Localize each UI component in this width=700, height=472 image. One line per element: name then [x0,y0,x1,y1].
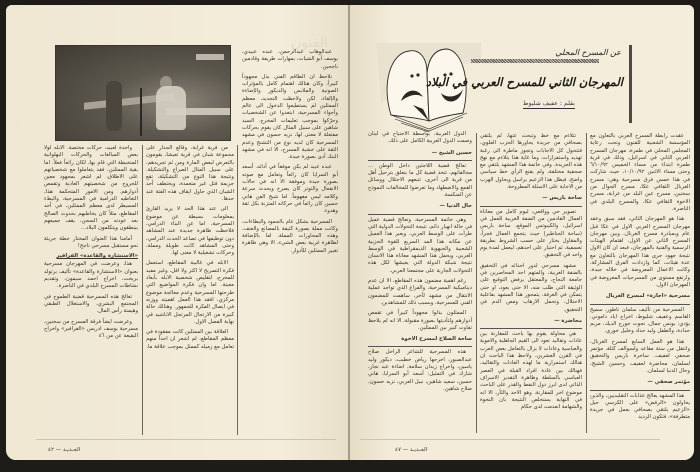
paragraph: الابله في غالبية المقاطع، استعمل فكرة التصريح لا اكثر ولا اقل، وغير مفيد للمخرج، لتقليص شخصية الابله بأبعاد معينة. اما وان فكرة المواضيع التي طرحتها المسرحية وعدم معالجة موضوع مركزي، افقد هذا العمل اهميته ووزنه في ايصال الفكرة للجمهور. وهنالك حالة كبيرة من الارتجال المرتجل الاناشيد في نهاية الفصل الاول. [146,260,234,325]
article-column [242,49,338,427]
paragraph: الدول العربية، بواسطة الاجتياح في لبنان وصمت الدول العربية الكامل على ذلك. [368,131,472,145]
article-column [146,145,234,429]
paragraph: هذا، وعرضت في المهرجان مسرحية بعنوان «الاستشارة والقاعدة» تأليف برتولد بريخت، اخراج احمد سيمون، وتقديم نشاطات المسرح البلدي في الناصرة. [44,261,138,290]
paragraph: هذا المشهد يعالج عذابات التقليديين، والذين يحاولون «الرفض» على الكرسي حيل «الزعيم يلتقي بصحافي يعمل في جريدة متطرفة»، فتكون الرديد [590,392,690,421]
subheading: مسرحية «اجازة» لمسرح الغربال [590,293,690,304]
actor-figure [106,81,122,131]
left-page [6,5,350,460]
paragraph: تعالج قضية اللاجئين داخل الوطن ... مخالفاتهم، تتخذ قضية كل ما يتعلق بترحيل أهل من قرية الى أخرى، تتبعهم الاحتلال ووسائل القمع والاضطهاد وما تعرضوا للمخالفات النموذج عن المنكسة. [368,162,472,199]
paragraph: وهي خاتمة المسرحية، وتعالج قضية عميل في حالة انهيار دائم، نتيجة التحولات الدولية التي طرأت على الوسط العربي، ويعبر هذا العميل عن مكانه هذا المد السريع للقوة الحزبية الشعبية والجبهوية الديمقراطية في الوسط العربي، ويحمل هذا المشهد معاناة هذا الانسان نتيجة شبكة الدولة التي يعيشها لكل هذه التحولات الجارية على مجتمعنا العربي. [368,216,472,274]
article-byline: بقلم : عفيف شليوط [522,100,575,107]
paragraph: المسرحية بشكل عام بالجمود والبطاءات، وكانت مملة بصورة كثيفة بالمصانع والعنف، وهذه المحاورات المملة. اما بالإضافة لظاهرة غريبة بعض الشيء، الا وهي ظاهرة تغيير الممثلين للأدوار. [242,218,338,254]
subheading: «الاستشارة والقاعدة» الفرافير [56,253,138,260]
magazine-spread [6,5,694,460]
column-divider [142,145,143,435]
subheading: حسين الشيخ — [368,150,472,161]
subheading: ساحة الصلاح لمسرح الاخوة [368,336,472,347]
paragraph: هذا هو العمل السابع لمسرح الغربال، وانتقل من ستة مقاعد ولسوالف كثلة، مؤتمر صحفي لعفيف، ساخرة باريس والتحقيق لسلمان، محاضرة لعفيف، وحسين الشيخ، وحال الدنيا لسلمان. [590,338,690,374]
article-header [425,45,631,125]
paragraph: تعالج هذه المسرحية قضية الطموح في المجتمع البشري، والاستغلال الطبقي وهيمنة رأس المال. [44,293,138,315]
paragraph: هذا هو المهرجان الثاني، فقد سبق وعقد مهرجان المسرح العربي الاول في عكا قبل عام وبمبادرة مسرح الغربال، وبين مهرجان المسرح الثاني عن الاول، اهتمام الهيئات الرسمية والفنية بالمهرجان، فبعد ان كان الاول نتيجة جهود جرى هذا المهرجان بالتعاون مع عدة هيئات، كما وازدادت الفرق المشاركة، وكانت الاعمال المعروضة في خلاله جيدة، وارتفع مستوى من المسرحيات المعروضة في المهرجان الاول. [590,216,690,288]
paragraph: وعرضت ايضاً فرقة المسرح من سخنين، مسرحية يوسف ادريس «الفرافير» واخراج البقيعة عن من ٤٦ [44,318,138,340]
subheading: حال الدنيا — [368,203,472,214]
paragraph: عبده عبيد لم يكن موفقاً في أدائه. أسعد أبو السرايا كان رائعاً وتعامل مع صوته بصورة جيدة وموفقة الا انه في حالات الانفعال والتوتر كان يصرخ ويحدث سرعة وكلامه ليس مفهوماً. اما شيخ الفن هاني حسين كان رائعاً في حركاته المتزنة بكل ثقة وهدوء. [242,164,338,215]
footer-rule [36,439,336,440]
column-divider [586,133,587,433]
paragraph: من قرية غرابة، وقالع الجدار على مجموعة شبان في قرية تعيشا، يقومون بالتعرض لبعض المارة ومن ثم تجريدهم، على سبيل المثال الصراع والتشكيلة. ونتيجة هذا النوع من التشكيلة، تقع جريمة قتل غير متعمدة، ويختطف أحد الشبان الذي حاول ايقاف هذه الفتة عند حدها. [146,145,234,203]
ghost-section-title: الفنون [291,35,328,51]
header-vertical-rule [629,45,632,123]
column-divider [237,145,238,435]
kicker-rule [471,59,599,63]
paragraph: واحدة لعبيد، حركات مختصة. الابله لولا بعض المبالغات والحركات البهلوانية المتخبطة التي قام بها، لكان رائعاً فعلاً. اما بقية الممثلين، فقد يتعاملوا مع شخصياتهم على الاطلاق، لم اشعر بمجهود معين للخروج من شخصيتهم العادية وتقمص أدوارهم. ومن الامور المتحكمة هذا، التعاطيه الدرامية في المسرحية، والبطء المسيطر لدى معظم الممثلين، في أحد المقاطع، مثلاً كان يخاطبهم بحدوث الصالح بعد عودته من السجن، يقف جميعهم بينطقون ويتكلمون البلاد... [44,145,138,232]
footer-rule [360,439,660,440]
paragraph: عقدت رابطة المسرح العربي بالتعاون مع المؤسسة الشعبية للفنون وتحت رعاية المجلس المحلي في طمرة، مهرجان المسرح العربي الثاني في اسرائيل، وذلك في قرية طمرة ابتداء من مساء الخميس ٦/١٠/٩٢ وحتى مساء الاثنين ١٠/١٠/٩٢، حيث شاركت في هذا خمس فرق مسرحية وهي: مسرح الغربال الثقافي عكا، مسرح الجوال من سخنين، مسرح عين البلد من عرابة، مسرح الاخوة الثقافي عكا، والمسرح البلدي في الناصرة. [590,133,690,212]
paragraph: الممثلون بذلوا مجهوداً كبيراً في تقمص أدوارهم ولتأديتها بصورة مقبولة، الا انه لم يلاحظ تفاوت كبير بين الممثلين. [368,310,472,331]
paragraph: هي محاولة يقوم بها باحث للمقارنة بين عادات وتقاليد تعود الى القيم الجاهلية والاموية والعباسية وعادات لا يزال بالتعامل بعض العرب في القرن العشرين، ولاحظ هذا الباحث ان هنالك استمرارية ما لهذه العادات والتقاليد، فهنالك بين عادة افراد القبلة في العصر العباسي بالسلطة وظاهرة التقدير الاسراف الذاتي لدى ابرز دول النفط والقدر على الباحث موضوع اخر للمقارنة، وهو الاحد والثأر، الا انه في النهاية يستخلص النتيجة بان النخوة والشهامة انعدمت لدى حكام [480,331,582,411]
subheading: ساحة باريس — [480,195,582,206]
page-footer: الجـديـد — ٤٧ [395,447,428,453]
theatre-photo [55,45,231,141]
paragraph: تصوير حي وواقعي، ليوم كامل من معاناة العمال القادمين من الضفة الغربية للعمل في اسرائيل، والكيبوتس الموقع، ساحة باريس (ساحة الحناطير) حيث يتجمع العمال فجراً، والمقاول يختار على حسب الشروط بطريقة تعسفية، ثم احتيار على احدهم، ليعمل لمدة يوم واحد في التحقيق. [480,208,582,259]
subheading: محاضرة — [480,318,582,329]
column-divider [476,133,477,433]
stage-light [196,54,224,60]
section-kicker: عن المسرح المحلي [555,48,621,57]
article-headline: المهرجان الثاني للمسرح العربي في البلاد [425,75,623,89]
paragraph: هذه المسرحية للشاعر الراحل صلاح عبدالصبور، اخرجها رياض خطيب، ديكور وليد ياسين، واخراج زيدان سلامة، اضاءة عبد نجار، شارك في التمثيل: أسعد أبو السرايا، هاني حسين، سعيد شاهين، نبيل العربي، نزيه حسون، صلاح شاهين. [368,349,472,392]
paragraph: مشهد مسرحي لدور احداثه في التحقيق بالضفة الغربية، والمتهم احد المحاصرين في جامعة النجاح، والمعتقل يرفض التوقيع على الوثيقة التي طلب منه، الا حتى يعود، او حتى يتمكن في الغرفة، يتمحور هذا المشهد بفاعلية الاحتلال، وتحمل الارهاب ومص الدم في التحقيق. [480,262,582,313]
paragraph: عبدالوهاب عبدالرحمن، عبده عبيدي، يوسف أبو الشيات، بمهارات طريفة وقادمين ناجحين. [242,49,338,70]
article-column [480,133,582,429]
subheading: مؤتمر صحفي — [590,379,690,390]
paragraph: الى عند هذا الحد لا يريد القارئ بمعلومات بسيطة عن موضوع المسرحية، اما عن البناء الدرامي، فلاحظت ظاهرة جديدة عند المشاهد دون توظيفها في تصاعد الحدث الدرامي، وحتى المشاهد كانت طويلة ومملة، وحركات تشغيلية لا معنى لها. [146,206,234,257]
paragraph: المسرحية من تأليف سلمان ناطور، سميح القاسم وعفيف شليوط، اخراج اياد داموني. يؤدي: يونس جمال، نجوت جورج الديك، مريم حدادة، والطفل وليد حداد وخليل خوري. [590,306,690,335]
article-column [368,131,472,429]
paragraph: رغم اهمية مضمون هذه المقاطع، الا ان عدم ديناميكية المسرحية، والفراغ الذي تواجد عملية الانتقال من مشهد لآخر، ساهمت للمضمون الفني للمسرحية، وبسبب ذلك للمشاهدين. [368,278,472,306]
page-footer: الجـديـد — ٤٢ [48,447,81,453]
actor-figure-seated [156,86,186,130]
paragraph: العلاقة بين الممثلين كانت مفقودة في معظم المقاطع، لم اشعر ان احداً منهم تعامل مع زميله كممثل بموجب علاقة ما. [146,329,234,350]
paragraph: تتلاءم مع خط وتبحث عنها، لم يلتقي بصحافي من جريدة يحاورها الحزب العلوي، فتتحول كل الاجابات وتجوز ماطرة الى رغبة تهديد واستفزازات، وما غاية هذا يتلاءم مع نهج هذه الجريدة. وفي خاتمة هذا المشهد يلتقي مع صحفية مختلفة، ولم يقنع الرأي خط سياسي واضح، فيظل هذا الزعيم يراسل ويحاول الهرب من الاجابة على الاسئلة المطروحة. [480,133,582,191]
paragraph: أمامنا هذا العنوان المختار خطة جريئة نحو مستقبل مسرحي ناجح! [44,235,138,249]
article-column [44,145,138,429]
paragraph: نلاحظ ان الطاقم الفني بذل مجهوداً كبيراً، وكان هنالك اهتمام كامل بالمؤثرات الصوتية والملابس والديكور والإضاءة والإلقاء، لكن ولاحظت التجديد، معظم الممثلين لم يستطيعوا الدخول الى عالم وأجواء المسرحية، ابتعدوا عن الشخصيات وحرّكوا بموجب تعليمات المخرج. السيد شاهين على سبيل المثال كان يقوم بحركات مفتعلة لا معنى لها، نزيه حسون في مشهد المسرحية كان لديه نوع من التشنج وعدم الثقة على خشبة المسرح، الا انه في مشهد البنك أدى بصورة جيدة. [242,73,338,161]
stage-post [140,88,142,136]
article-column [590,133,690,429]
